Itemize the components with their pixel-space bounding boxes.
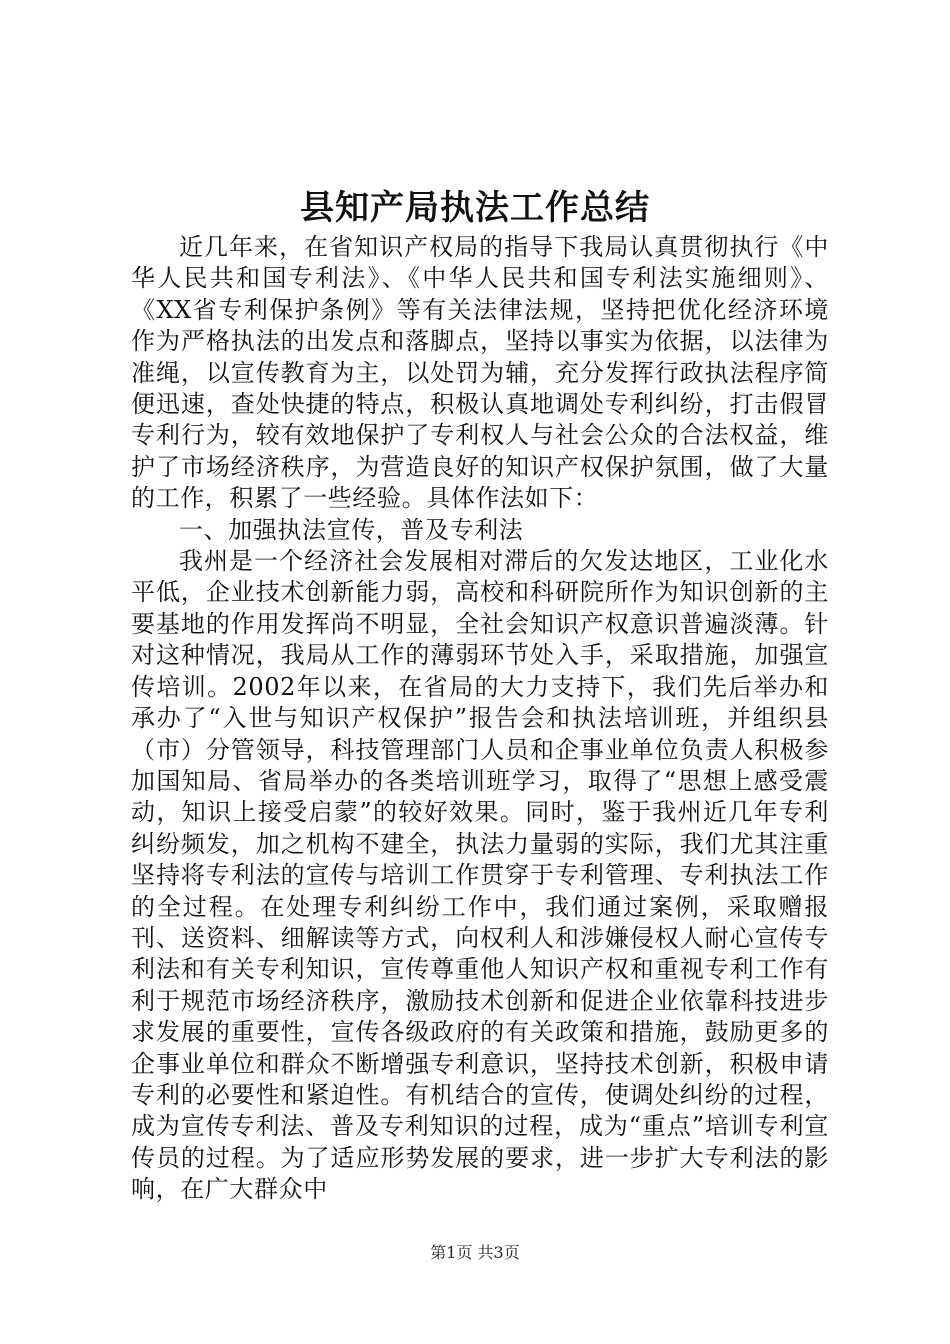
- section-heading-1: 一、加强执法宣传，普及专利法: [179, 515, 524, 544]
- document-body: [131, 232, 829, 1206]
- document-title: 县知产局执法工作总结: [300, 188, 650, 228]
- page-number-footer: 第1页 共3页: [430, 1243, 520, 1262]
- paragraph-section-1: 我州是一个经济社会发展相对滞后的欠发达地区，工业化水平低，企业技术创新能力弱，高校和科研院所作为知识创新的主要基地的作用发挥尚不明显，全社会知识产权意识普遍淡薄。针对这种情况，我局从工作的薄弱环节处入手，采取措施，加强宣传培训。2002年以来，在省局的大力支持下，我们先后举办和承办了“入世与知识产权保护”报告会和执法培训班，并组织县（市）分管领导，科技管理部门人员和企事业单位负责人积极参加国知局、省局举办的各类培训班学习，取得了“思想上感受震动，知识上接受启蒙”的较好效果。同时，鉴于我州近几年专利纠纷频发，加之机构不建全，执法力量弱的实际，我们尤其注重坚持将专利法的宣传与培训工作贯穿于专利管理、专利执法工作的全过程。在处理专利纠纷工作中，我们通过案例，采取赠报刊、送资料、细解读等方式，向权利人和涉嫌侵权人耐心宣传专利法和有关专利知识，宣传尊重他人知识产权和重视专利工作有利于规范市场经济秩序，激励技术创新和促进企业依靠科技进步求发展的重要性，宣传各级政府的有关政策和措施，鼓励更多的企事业单位和群众不断增强专利意识，坚持技术创新，积极申请专利的必要性和紧迫性。有机结合的宣传，使调处纠纷的过程，成为宣传专利法、普及专利知识的过程，成为“重点”培训专利宣传员的过程。为了适应形势发展的要求，进一步扩大专利法的影响，在广大群众中: [131, 547, 829, 1204]
- paragraph-intro: 近几年来，在省知识产权局的指导下我局认真贯彻执行《中华人民共和国专利法》、《中华人民共和国专利法实施细则》、《XX省专利保护条例》等有关法律法规，坚持把优化经济环境作为严格执法的出发点和落脚点，坚持以事实为依据，以法律为准绳，以宣传教育为主，以处罚为辅，充分发挥行政执法程序简便迅速，查处快捷的特点，积极认真地调处专利纠纷，打击假冒专利行为，较有效地保护了专利权人与社会公众的合法权益，维护了市场经济秩序，为营造良好的知识产权保护氛围，做了大量的工作，积累了一些经验。具体作法如下：: [131, 233, 829, 513]
